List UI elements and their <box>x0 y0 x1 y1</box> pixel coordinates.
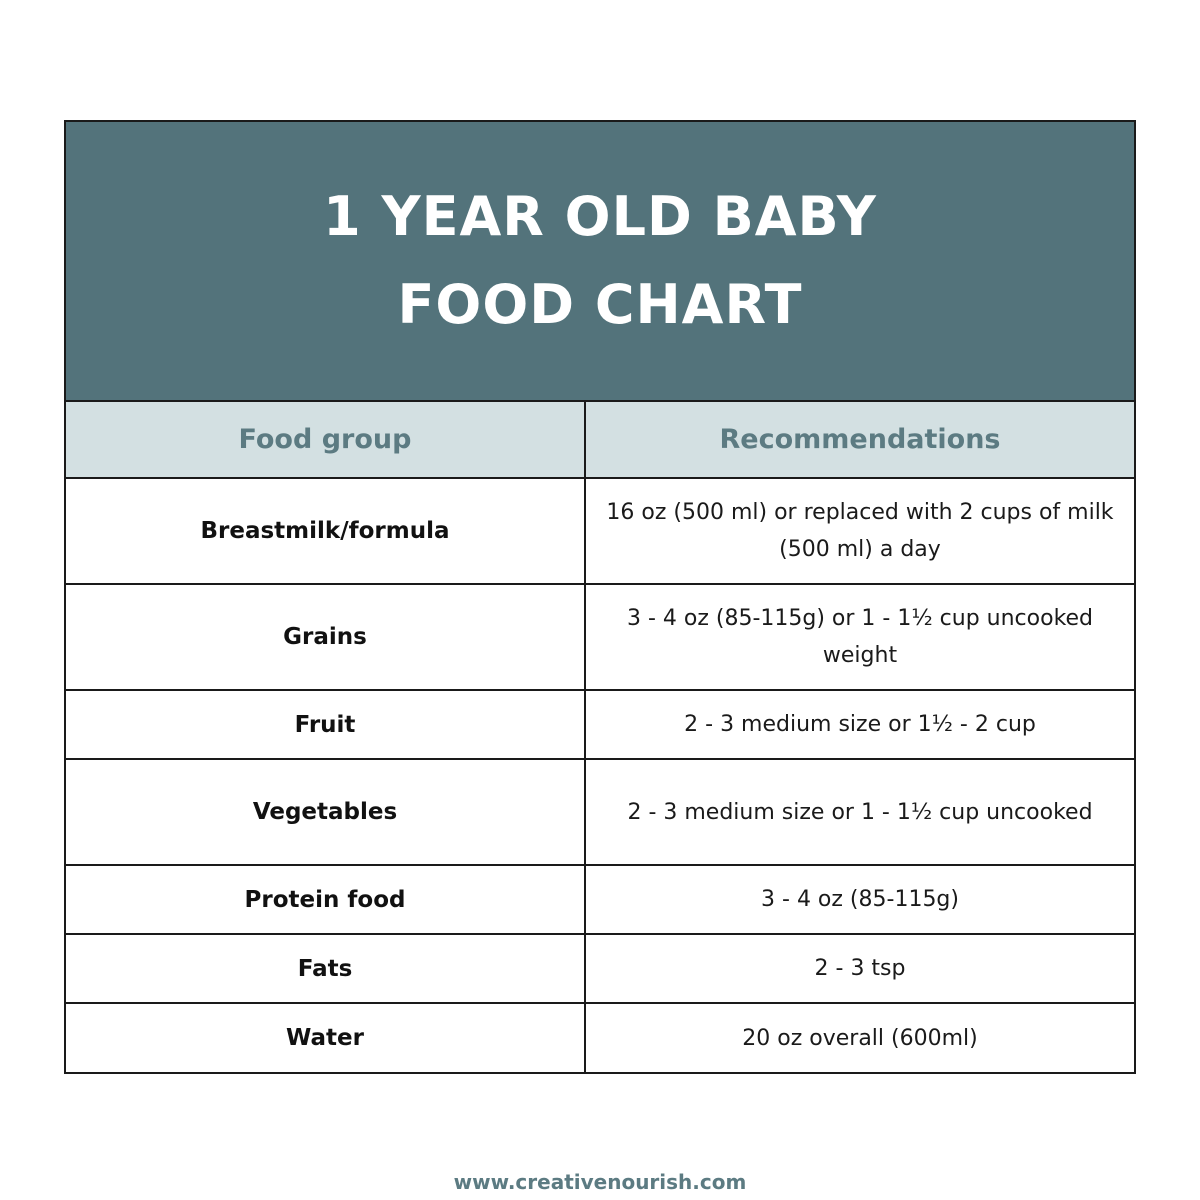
table-row <box>66 934 1134 1003</box>
recommendation-cell: 2 - 3 medium size or 1 - 1½ cup uncooked <box>585 759 1134 865</box>
food-group-cell: Water <box>66 1003 585 1072</box>
table-row <box>66 1003 1134 1072</box>
food-group-cell: Grains <box>66 584 585 690</box>
food-group-cell: Fruit <box>66 690 585 759</box>
food-chart <box>64 120 1136 1074</box>
food-chart-table <box>66 402 1134 1072</box>
food-group-cell: Fats <box>66 934 585 1003</box>
chart-title-line-2: FOOD CHART <box>397 273 803 336</box>
recommendation-cell: 16 oz (500 ml) or replaced with 2 cups of milk (500 ml) a day <box>585 478 1134 584</box>
chart-title-banner <box>66 122 1134 402</box>
table-row <box>66 759 1134 865</box>
food-group-cell: Vegetables <box>66 759 585 865</box>
food-group-cell: Breastmilk/formula <box>66 478 585 584</box>
recommendation-cell: 2 - 3 medium size or 1½ - 2 cup <box>585 690 1134 759</box>
website-footer: www.creativenourish.com <box>453 1170 747 1194</box>
table-row <box>66 865 1134 934</box>
table-row <box>66 478 1134 584</box>
recommendation-cell: 2 - 3 tsp <box>585 934 1134 1003</box>
recommendation-cell: 3 - 4 oz (85-115g) or 1 - 1½ cup uncooked weight <box>585 584 1134 690</box>
recommendation-cell: 3 - 4 oz (85-115g) <box>585 865 1134 934</box>
table-header-row <box>66 402 1134 478</box>
recommendation-cell: 20 oz overall (600ml) <box>585 1003 1134 1072</box>
column-header-recommendations: Recommendations <box>585 402 1134 478</box>
food-group-cell: Protein food <box>66 865 585 934</box>
table-row <box>66 690 1134 759</box>
table-row <box>66 584 1134 690</box>
column-header-food-group: Food group <box>66 402 585 478</box>
chart-title-line-1: 1 YEAR OLD BABY <box>323 185 877 248</box>
